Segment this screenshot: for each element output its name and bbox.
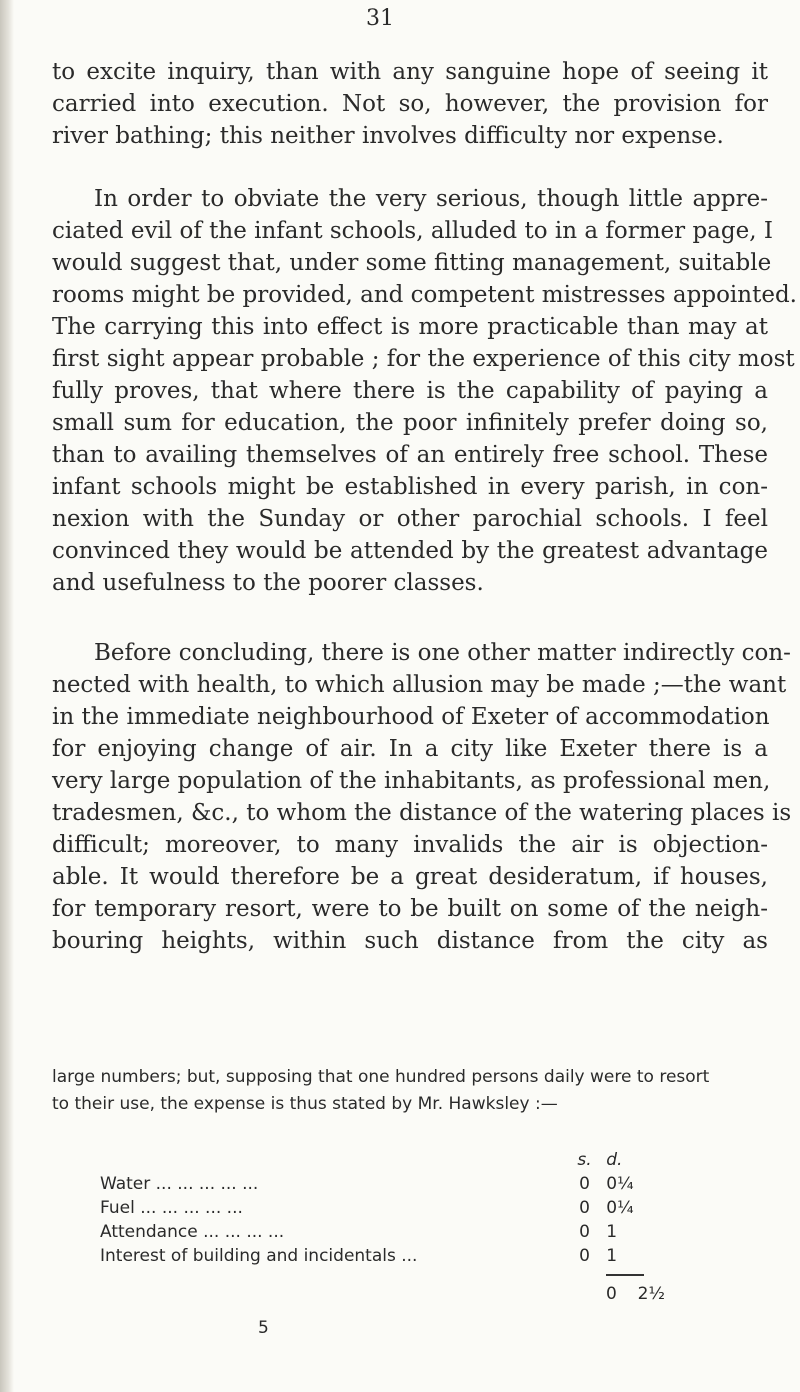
text-line: nexion with the Sunday or other parochial schools. I feel — [52, 506, 768, 532]
cost-pence: 1 — [606, 1222, 618, 1242]
paragraph-infant-schools — [52, 183, 797, 599]
cost-row — [100, 1196, 645, 1220]
page-binding-edge — [0, 0, 14, 1392]
footnote — [52, 1064, 768, 1118]
text-line: for temporary resort, were to be built on some of the neigh- — [52, 896, 768, 922]
cost-row — [100, 1244, 645, 1268]
text-line: infant schools might be established in every parish, in con- — [52, 474, 768, 500]
cost-row — [100, 1172, 645, 1196]
signature-mark: 5 — [258, 1318, 269, 1338]
text-line: fully proves, that where there is the capability of paying a — [52, 378, 768, 404]
paragraph-change-of-air — [52, 637, 792, 957]
text-line: small sum for education, the poor infinitely prefer doing so, — [52, 410, 768, 436]
cost-item: Water ... ... ... ... ... — [100, 1174, 259, 1194]
total-rule — [606, 1274, 644, 1276]
total-pence: 2½ — [637, 1284, 665, 1304]
text-line: bouring heights, within such distance from the city as — [52, 928, 768, 954]
cost-total — [606, 1284, 665, 1304]
cost-item: Attendance ... ... ... ... — [100, 1222, 285, 1242]
text-line: The carrying this into effect is more practicable than may at — [52, 314, 768, 340]
cost-shillings: 0 — [579, 1174, 590, 1194]
total-shillings: 0 — [606, 1284, 617, 1304]
text-line: In order to obviate the very serious, though little appre- — [94, 186, 768, 212]
cost-table — [100, 1148, 645, 1268]
cost-shillings: 0 — [579, 1246, 590, 1266]
cost-shillings: 0 — [579, 1198, 590, 1218]
footnote-line: to their use, the expense is thus stated by Mr. Hawksley :— — [52, 1094, 558, 1114]
unit-pence: d. — [606, 1150, 623, 1170]
text-line: Before concluding, there is one other matter indirectly con- — [94, 640, 791, 666]
cost-item: Fuel ... ... ... ... ... — [100, 1198, 243, 1218]
text-line: would suggest that, under some fitting management, suitable — [52, 250, 772, 276]
cost-table-header — [100, 1148, 645, 1172]
text-line: difficult; moreover, to many invalids the air is objection- — [52, 832, 768, 858]
text-line: for enjoying change of air. In a city like Exeter there is a — [52, 736, 768, 762]
text-line: carried into execution. Not so, however, the provision for — [52, 91, 768, 117]
text-line: tradesmen, &c., to whom the distance of the watering places is — [52, 800, 792, 826]
text-line: river bathing; this neither involves difficulty nor expense. — [52, 123, 724, 149]
text-line: convinced they would be attended by the greatest advantage — [52, 538, 768, 564]
cost-pence: 0¼ — [606, 1198, 634, 1218]
text-line: rooms might be provided, and competent mistresses appointed. — [52, 282, 797, 308]
text-line: in the immediate neighbourhood of Exeter of accommodation — [52, 704, 770, 730]
page-number: 31 — [366, 6, 394, 31]
text-line: very large population of the inhabitants, as professional men, — [52, 768, 771, 794]
text-line: able. It would therefore be a great desideratum, if houses, — [52, 864, 768, 890]
cost-row — [100, 1220, 645, 1244]
unit-shillings: s. — [577, 1150, 592, 1170]
footnote-line: large numbers; but, supposing that one hundred persons daily were to resort — [52, 1067, 710, 1087]
cost-item: Interest of building and incidentals ... — [100, 1246, 418, 1266]
text-line: to excite inquiry, than with any sanguine hope of seeing it — [52, 59, 768, 85]
text-line: and usefulness to the poorer classes. — [52, 570, 484, 596]
text-line: first sight appear probable ; for the experience of this city most — [52, 346, 795, 372]
cost-shillings: 0 — [579, 1222, 590, 1242]
cost-pence: 1 — [606, 1246, 618, 1266]
paragraph-river-bathing — [52, 56, 768, 152]
cost-pence: 0¼ — [606, 1174, 634, 1194]
text-line: than to availing themselves of an entirely free school. These — [52, 442, 768, 468]
text-line: ciated evil of the infant schools, alluded to in a former page, I — [52, 218, 773, 244]
text-line: nected with health, to which allusion may be made ;—the want — [52, 672, 787, 698]
